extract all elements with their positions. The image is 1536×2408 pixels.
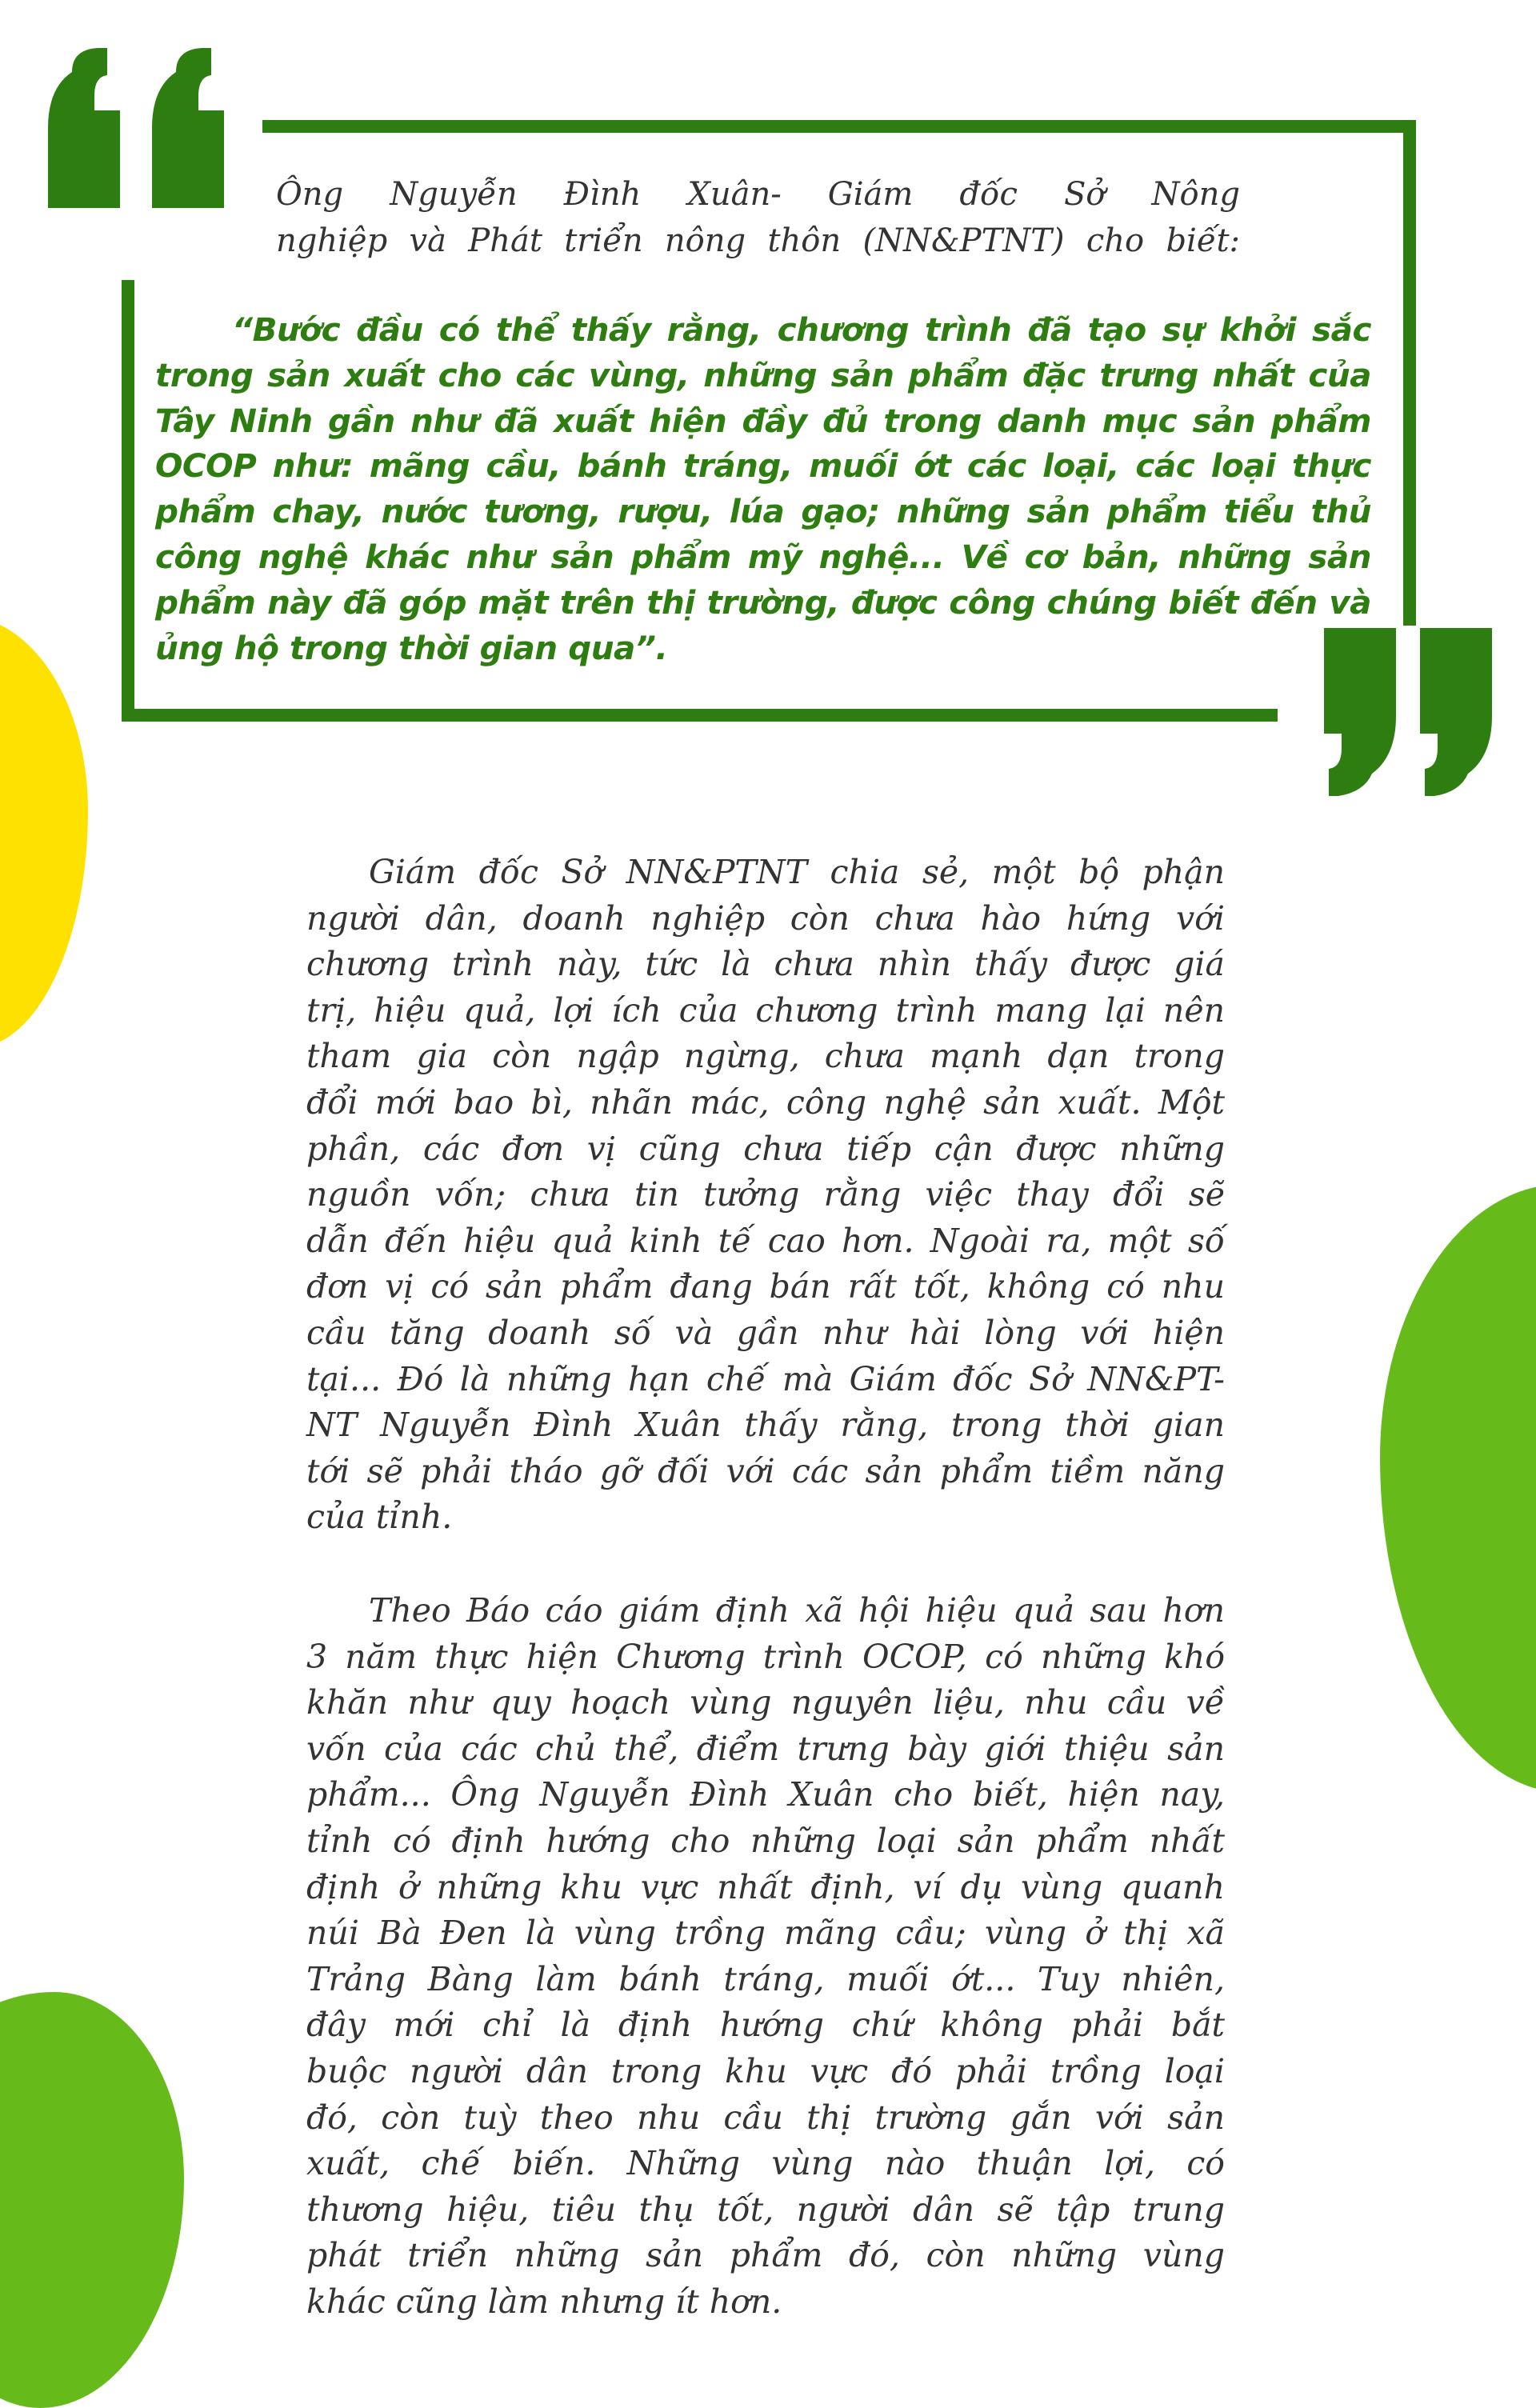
- quote-frame-top: [262, 120, 1416, 133]
- green-blob-decoration-right: [1380, 1184, 1536, 1792]
- quote-frame-left: [122, 280, 134, 722]
- paragraph-line: trị, hiệu quả, lợi ích của chương trình mang lại nên: [306, 990, 1225, 1030]
- pull-quote-line: công nghệ khác như sản phẩm mỹ nghệ... Về cơ bản, những sản: [155, 537, 1371, 576]
- paragraph-line: thương hiệu, tiêu thụ tốt, người dân sẽ tập trung: [306, 2190, 1225, 2229]
- paragraph-line: núi Bà Đen là vùng trồng mãng cầu; vùng ở thị xã: [306, 1914, 1225, 1953]
- paragraph-line: nguồn vốn; chưa tin tưởng rằng việc thay đổi sẽ: [306, 1175, 1225, 1214]
- paragraph-line: tại... Đó là những hạn chế mà Giám đốc Sở NN&PT-: [306, 1359, 1225, 1398]
- quote-attribution: [276, 171, 1240, 264]
- open-quote-icon: [40, 40, 232, 216]
- paragraph-line: định ở những khu vực nhất định, ví dụ vùng quanh: [306, 1867, 1225, 1906]
- pull-quote-line: phẩm chay, nước tương, rượu, lúa gạo; những sản phẩm tiểu thủ: [155, 492, 1371, 531]
- pull-quote: [155, 307, 1371, 670]
- pull-quote-line: ủng hộ trong thời gian qua”.: [155, 628, 668, 667]
- paragraph-line: chương trình này, tức là chưa nhìn thấy được giá: [306, 945, 1225, 984]
- green-blob-decoration-bottom: [0, 1992, 184, 2408]
- attribution-line: nghiệp và Phát triển nông thôn (NN&PTNT) cho biết:: [276, 222, 1240, 259]
- pull-quote-line: trong sản xuất cho các vùng, những sản phẩm đặc trưng nhất của: [155, 355, 1371, 394]
- attribution-line: Ông Nguyễn Đình Xuân- Giám đốc Sở Nông: [276, 176, 1240, 213]
- paragraph-line: 3 năm thực hiện Chương trình OCOP, có những khó: [306, 1637, 1225, 1676]
- paragraph-line: Trảng Bàng làm bánh tráng, muối ớt... Tuy nhiên,: [306, 1959, 1225, 1998]
- paragraph-line: NT Nguyễn Đình Xuân thấy rằng, trong thời gian: [306, 1406, 1225, 1445]
- paragraph-line: Giám đốc Sở NN&PTNT chia sẻ, một bộ phận: [369, 853, 1225, 891]
- body-paragraph-1: [306, 850, 1225, 1541]
- paragraph-line: buộc người dân trong khu vực đó phải trồng loại: [306, 2051, 1225, 2090]
- paragraph-line: phần, các đơn vị cũng chưa tiếp cận được những: [306, 1129, 1225, 1168]
- paragraph-line: phẩm... Ông Nguyễn Đình Xuân cho biết, hiện nay,: [306, 1775, 1225, 1814]
- paragraph-line: Theo Báo cáo giám định xã hội hiệu quả sau hơn: [369, 1591, 1225, 1630]
- paragraph-line: vốn của các chủ thể, điểm trưng bày giới thiệu sản: [306, 1729, 1225, 1768]
- paragraph-line: cầu tăng doanh số và gần như hài lòng với hiện: [306, 1313, 1225, 1352]
- pull-quote-line: “Bước đầu có thể thấy rằng, chương trình đã tạo sự khởi sắc: [232, 310, 1371, 349]
- yellow-blob-decoration: [0, 616, 88, 1048]
- paragraph-line: của tỉnh.: [306, 1498, 453, 1537]
- paragraph-line: tỉnh có định hướng cho những loại sản phẩm nhất: [306, 1821, 1225, 1860]
- paragraph-line: người dân, doanh nghiệp còn chưa hào hứng với: [306, 898, 1225, 938]
- paragraph-line: đơn vị có sản phẩm đang bán rất tốt, không có nhu: [306, 1267, 1225, 1306]
- paragraph-line: đổi mới bao bì, nhãn mác, công nghệ sản xuất. Một: [306, 1082, 1225, 1122]
- paragraph-line: xuất, chế biến. Những vùng nào thuận lợi, có: [306, 2144, 1225, 2183]
- paragraph-line: tham gia còn ngập ngừng, chưa mạnh dạn trong: [306, 1037, 1225, 1076]
- paragraph-line: đây mới chỉ là định hướng chứ không phải bắt: [306, 2006, 1225, 2045]
- quote-frame-right: [1403, 120, 1416, 626]
- paragraph-line: khăn như quy hoạch vùng nguyên liệu, nhu cầu về: [306, 1683, 1225, 1722]
- paragraph-line: dẫn đến hiệu quả kinh tế cao hơn. Ngoài ra, một số: [306, 1221, 1225, 1260]
- paragraph-line: tới sẽ phải tháo gỡ đối với các sản phẩm tiềm năng: [306, 1451, 1225, 1490]
- pull-quote-line: Tây Ninh gần như đã xuất hiện đầy đủ trong danh mục sản phẩm: [155, 401, 1371, 440]
- pull-quote-line: OCOP như: mãng cầu, bánh tráng, muối ớt các loại, các loại thực: [155, 446, 1371, 486]
- pull-quote-line: phẩm này đã góp mặt trên thị trường, được công chúng biết đến và: [155, 582, 1371, 622]
- paragraph-line: đó, còn tuỳ theo nhu cầu thị trường gắn với sản: [306, 2098, 1225, 2137]
- quote-frame-bottom: [122, 709, 1278, 722]
- paragraph-line: khác cũng làm nhưng ít hơn.: [306, 2282, 782, 2321]
- paragraph-line: phát triển những sản phẩm đó, còn những vùng: [306, 2236, 1225, 2275]
- body-paragraph-2: [306, 1588, 1225, 2326]
